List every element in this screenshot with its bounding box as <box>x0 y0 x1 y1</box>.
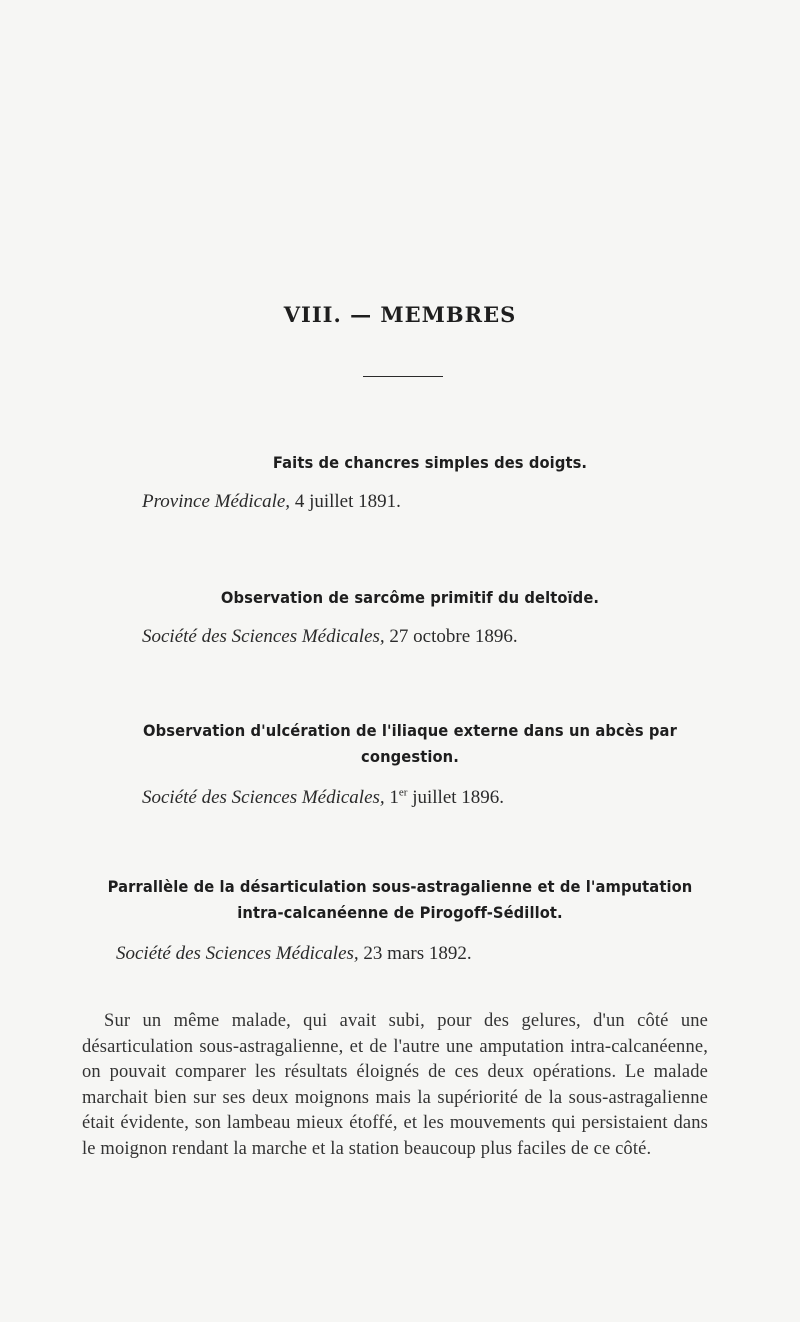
entry-2-source <box>142 626 518 648</box>
entry-1-date: 4 juillet 1891. <box>290 491 401 512</box>
body-paragraph: Sur un même malade, qui avait subi, pour des gelures, d'un côté une désarticulation sous-astragalienne, et de l'autre une amputation intra-calcanéenne, on pouvait comparer les résultats éloignés de ces deux opérations. Le malade marchait bien sur ses deux moignons mais la supériorité de la sous-astragalienne était évidente, son lambeau mieux étoffé, et les mouvements qui persistaient dans le moignon rendant la marche et la station beaucoup plus faciles de ce côté. <box>82 1011 708 1159</box>
entry-2-journal: Société des Sciences Médicales, <box>142 626 385 647</box>
entry-3-source <box>142 787 504 809</box>
entry-2-date: 27 octobre 1896. <box>384 626 518 647</box>
chapter-title: VIII. — MEMBRES <box>283 302 517 327</box>
body-text <box>82 1009 708 1162</box>
entry-4-title <box>60 874 741 926</box>
entry-4-source <box>116 943 472 965</box>
entry-4-journal: Société des Sciences Médicales, <box>116 943 359 964</box>
entry-2-title <box>143 585 677 611</box>
entry-3-title-line-1: Observation d'ulcération de l'iliaque externe dans un abcès par <box>143 721 677 740</box>
entry-3-date-day: 1 <box>384 787 399 808</box>
entry-4-date: 23 mars 1892. <box>358 943 472 964</box>
entry-3-title <box>88 718 732 770</box>
title-divider <box>363 376 443 377</box>
entry-1-title <box>172 450 687 476</box>
entry-4-title-line-2: intra-calcanéenne de Pirogoff-Sédillot. <box>237 903 563 922</box>
entry-3-title-line-2: congestion. <box>361 747 459 766</box>
entry-3-date-ordinal: er <box>398 786 408 799</box>
entry-1-title-line-1: Faits de chancres simples des doigts. <box>272 453 588 472</box>
entry-4-title-line-1: Parrallèle de la désarticulation sous-astragalienne et de l'amputation <box>107 877 693 896</box>
entry-2-title-line-1: Observation de sarcôme primitif du deltoïde. <box>220 588 600 607</box>
entry-3-date-rest: juillet 1896. <box>407 787 505 808</box>
entry-1-source <box>142 491 401 513</box>
entry-1-journal: Province Médicale, <box>142 491 291 512</box>
entry-3-journal: Société des Sciences Médicales, <box>142 787 385 808</box>
